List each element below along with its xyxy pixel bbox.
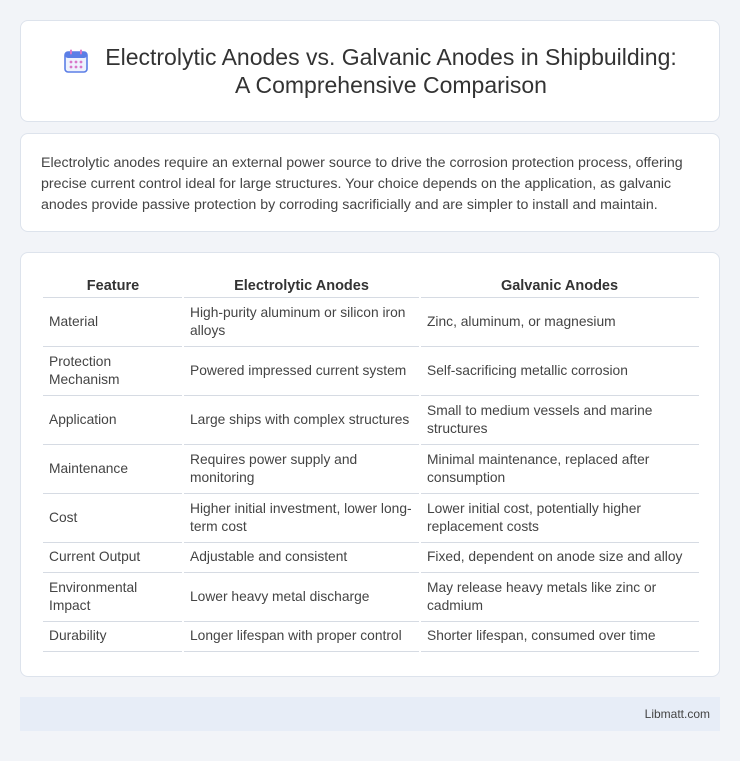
table-row — [43, 542, 699, 572]
table-row — [43, 395, 699, 444]
footer-brand-link[interactable]: Libmatt.com — [644, 707, 710, 721]
table-row — [43, 621, 699, 651]
cell-feature: Material — [43, 297, 183, 346]
cell-electrolytic: Longer lifespan with proper control — [183, 621, 420, 651]
cell-feature: Protection Mechanism — [43, 346, 183, 395]
cell-electrolytic: Higher initial investment, lower long-term cost — [183, 493, 420, 542]
cell-feature: Application — [43, 395, 183, 444]
cell-electrolytic: Adjustable and consistent — [183, 542, 420, 572]
table-header-row — [43, 271, 699, 297]
page-title — [105, 43, 677, 99]
intro-card — [20, 133, 720, 232]
cell-feature: Current Output — [43, 542, 183, 572]
table-row — [43, 297, 699, 346]
cell-feature: Environmental Impact — [43, 572, 183, 621]
page-title-line2: A Comprehensive Comparison — [235, 72, 547, 98]
title-wrap — [63, 43, 677, 99]
title-card — [20, 20, 720, 122]
header-galvanic: Galvanic Anodes — [420, 271, 699, 297]
cell-galvanic: Lower initial cost, potentially higher replacement costs — [420, 493, 699, 542]
comparison-table — [43, 271, 699, 652]
table-row — [43, 572, 699, 621]
cell-electrolytic: Requires power supply and monitoring — [183, 444, 420, 493]
cell-feature: Durability — [43, 621, 183, 651]
cell-electrolytic: Large ships with complex structures — [183, 395, 420, 444]
cell-electrolytic: High-purity aluminum or silicon iron alloys — [183, 297, 420, 346]
cell-feature: Cost — [43, 493, 183, 542]
header-feature: Feature — [43, 271, 183, 297]
header-electrolytic: Electrolytic Anodes — [183, 271, 420, 297]
cell-galvanic: Shorter lifespan, consumed over time — [420, 621, 699, 651]
comparison-table-card — [20, 252, 720, 677]
calendar-icon — [63, 48, 89, 74]
cell-galvanic: Self-sacrificing metallic corrosion — [420, 346, 699, 395]
cell-galvanic: Fixed, dependent on anode size and alloy — [420, 542, 699, 572]
cell-electrolytic: Lower heavy metal discharge — [183, 572, 420, 621]
page-title-line1: Electrolytic Anodes vs. Galvanic Anodes in Shipbuilding: — [105, 44, 677, 70]
cell-galvanic: Zinc, aluminum, or magnesium — [420, 297, 699, 346]
cell-electrolytic: Powered impressed current system — [183, 346, 420, 395]
cell-feature: Maintenance — [43, 444, 183, 493]
cell-galvanic: Small to medium vessels and marine structures — [420, 395, 699, 444]
intro-paragraph: Electrolytic anodes require an external power source to drive the corrosion protection process, offering precise current control ideal for large structures. Your choice depends on the application, as galvanic anodes provide passive protection by corroding sacrificially and are simpler to install and maintain. — [41, 155, 683, 213]
footer — [20, 697, 720, 731]
table-row — [43, 493, 699, 542]
table-row — [43, 346, 699, 395]
cell-galvanic: May release heavy metals like zinc or cadmium — [420, 572, 699, 621]
cell-galvanic: Minimal maintenance, replaced after consumption — [420, 444, 699, 493]
table-row — [43, 444, 699, 493]
